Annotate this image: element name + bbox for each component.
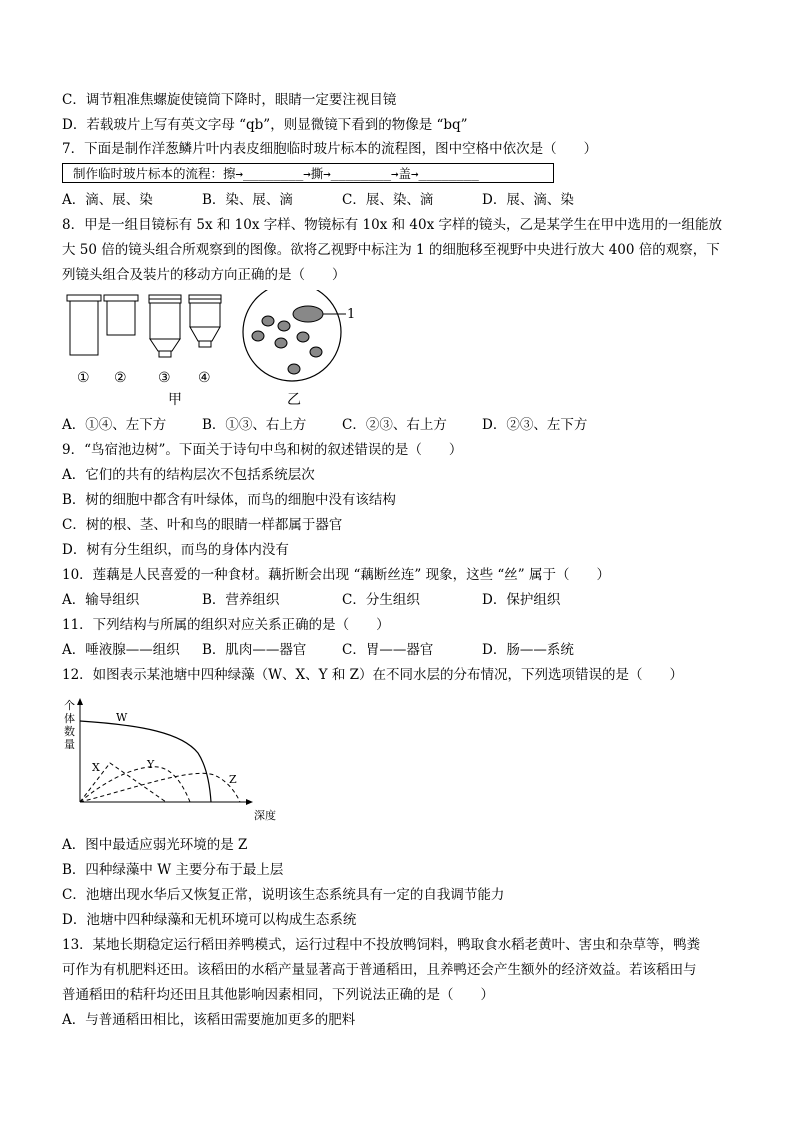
q12-option-c: C．池塘出现水华后又恢复正常，说明该生态系统具有一定的自我调节能力 <box>62 887 505 903</box>
q12-option-d: D．池塘中四种绿藻和无机环境可以构成生态系统 <box>62 912 357 928</box>
q12-x-axis-label: 深度 <box>254 809 276 822</box>
q8-option-b: B．①③、右上方 <box>202 417 307 433</box>
microscope-field-of-view <box>243 290 346 381</box>
lens-label-1: ① <box>77 370 90 386</box>
lens-label-4: ④ <box>198 370 211 386</box>
q7-options <box>62 190 622 210</box>
q8-option-c: C．②③、右上方 <box>342 417 447 433</box>
q12-figure <box>62 695 292 830</box>
series-z-curve <box>80 773 240 802</box>
q9-option-d: D．树有分生组织，而鸟的身体内没有 <box>62 542 289 558</box>
q7-option-c: C．展、染、滴 <box>342 192 434 208</box>
q11-options <box>62 640 622 660</box>
q6-option-c: C．调节粗准焦螺旋使镜筒下降时，眼睛一定要注视目镜 <box>62 92 397 108</box>
q10-option-a: A．输导组织 <box>62 592 140 608</box>
q11-option-d: D．肠——系统 <box>482 642 574 658</box>
y-label-char-4: 量 <box>64 738 75 751</box>
group-label-yi: 乙 <box>287 392 301 408</box>
q11-option-b: B．肌肉——器官 <box>202 642 307 658</box>
y-label-char-2: 体 <box>64 712 75 725</box>
q12-option-b: B．四种绿藻中 W 主要分布于最上层 <box>62 862 284 878</box>
question-12: 12．如图表示某池塘中四种绿藻（W、X、Y 和 Z）在不同水层的分布情况，下列选项错误的是（ ） <box>62 667 684 683</box>
series-w-label: W <box>116 711 128 724</box>
q9-option-c: C．树的根、茎、叶和鸟的眼睛一样都属于器官 <box>62 517 343 533</box>
group-label-jia: 甲 <box>168 392 182 408</box>
question-8-line2: 大 50 倍的镜头组合所观察到的图像。欲将乙视野中标注为 1 的细胞移至视野中央进行放大 400 倍的观察，下 <box>62 242 720 258</box>
q8-options <box>62 415 622 435</box>
q11-option-a: A．唾液腺——组织 <box>62 642 180 658</box>
lens-3-icon <box>149 295 181 357</box>
q10-option-c: C．分生组织 <box>342 592 420 608</box>
q7-option-b: B．染、展、滴 <box>202 192 293 208</box>
q8-marker-label: 1 <box>347 307 356 322</box>
question-10: 10．莲藕是人民喜爱的一种食材。藕折断会出现 “藕断丝连” 现象，这些 “丝” 属于（ ） <box>62 567 610 583</box>
lens-1-icon <box>67 295 101 355</box>
q12-x-axis-arrow-icon <box>246 799 253 805</box>
q9-option-b: B．树的细胞中都含有叶绿体，而鸟的细胞中没有该结构 <box>62 492 396 508</box>
q9-option-a: A．它们的共有的结构层次不包括系统层次 <box>62 467 315 483</box>
q11-option-c: C．胃——器官 <box>342 642 434 658</box>
series-x-label: X <box>92 761 100 774</box>
y-label-char-3: 数 <box>64 725 75 738</box>
lens-label-2: ② <box>114 370 127 386</box>
lens-label-3: ③ <box>158 370 171 386</box>
q12-y-axis-arrow-icon <box>77 698 83 705</box>
question-13-line3: 普通稻田的秸秆均还田且其他影响因素相同，下列说法正确的是（ ） <box>62 987 494 1003</box>
question-8-line1: 8．甲是一组目镜标有 5x 和 10x 字样、物镜标有 10x 和 40x 字样的镜头，乙是某学生在甲中选用的一组能放 <box>62 217 722 233</box>
q8-option-a: A．①④、左下方 <box>62 417 167 433</box>
lens-2-icon <box>104 295 138 335</box>
question-13-line2: 可作为有机肥料还田。该稻田的水稻产量显著高于普通稻田，且养鸭还会产生额外的经济效益。若该稻田与 <box>62 962 697 978</box>
q12-y-axis-label <box>64 699 75 751</box>
q7-option-a: A．滴、展、染 <box>62 192 153 208</box>
q7-flow-box: 制作临时玻片标本的流程：擦→________→撕→________→盖→________ <box>62 163 554 183</box>
q8-option-d: D．②③、左下方 <box>482 417 588 433</box>
series-y-label: Y <box>147 758 155 771</box>
lens-4-icon <box>189 295 221 347</box>
q7-option-d: D．展、滴、染 <box>482 192 574 208</box>
question-13-line1: 13．某地长期稳定运行稻田养鸭模式，运行过程中不投放鸭饲料，鸭取食水稻老黄叶、害虫和杂草等，鸭粪 <box>62 937 701 953</box>
question-11: 11．下列结构与所属的组织对应关系正确的是（ ） <box>62 617 390 633</box>
y-label-char-1: 个 <box>64 699 75 712</box>
question-8-line3: 列镜头组合及装片的移动方向正确的是（ ） <box>62 267 346 283</box>
q12-option-a: A．图中最适应弱光环境的是 Z <box>62 837 248 853</box>
q10-options <box>62 590 622 610</box>
question-9: 9．“鸟宿池边树”。下面关于诗句中鸟和树的叙述错误的是（ ） <box>62 442 463 458</box>
q13-option-a: A．与普通稻田相比，该稻田需要施加更多的肥料 <box>62 1012 356 1028</box>
q6-option-d: D．若载玻片上写有英文字母 “qb”，则显微镜下看到的物像是 “bq” <box>62 117 468 133</box>
question-7: 7．下面是制作洋葱鳞片叶内表皮细胞临时玻片标本的流程图，图中空格中依次是（ ） <box>62 141 598 157</box>
q8-figure <box>62 290 362 410</box>
q10-option-d: D．保护组织 <box>482 592 561 608</box>
series-z-label: Z <box>229 773 237 786</box>
q10-option-b: B．营养组织 <box>202 592 280 608</box>
